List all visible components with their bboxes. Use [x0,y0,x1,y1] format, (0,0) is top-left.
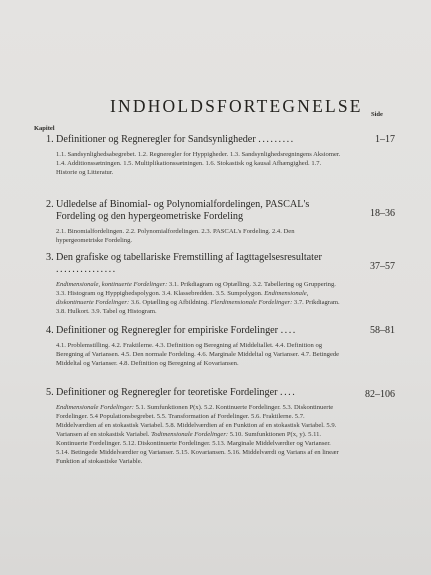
chapter-pages: 1–17 [375,134,395,145]
toc-entry-4 [46,325,395,368]
toc-entry-3 [46,252,395,316]
section-list: 3.6. Optælling og Afbildning. [129,299,211,306]
column-header-page: Side [371,111,383,118]
chapter-sections: 2.1. Binomialfordelingen. 2.2. Polynomialfordelingen. 2.3. PASCAL's Fordeling. 2.4. Den hypergeometriske Fordeling. [56,228,295,244]
leader-dots: ............... [56,264,117,275]
section-group-label: Todimensionale Fordelinger: [151,431,229,438]
chapter-number: 4. [46,325,54,336]
page-title: INDHOLDSFORTEGNELSE [110,96,363,116]
section-group-label: Endimensionale Fordelinger: [56,404,134,411]
chapter-pages: 18–36 [370,208,395,219]
chapter-sections: 1.1. Sandsynlighedsabegrebet. 1.2. Regneregler for Hyppigheder. 1.3. Sandsynlighedsregningens Aksiomer. 1.4. Additionssætningen. 1.5. Multiplikationssætningen. 1.6. Stokastisk og kausal Afhængighed. 1.7. Historie og Litteratur. [56,151,341,176]
chapter-title: Definitioner og Regneregler for Sandsynligheder [56,134,256,145]
toc-entry-5 [46,387,395,466]
section-list: 3.1. Prikdiagram og Optælling. 3.2. Tabellering og Gruppering. 3.3. Histogram og Hyppighedspolygon. 3.4. Klassebredden. 3.5. Sumpolygon. [56,281,336,297]
chapter-sections: 4.1. Problemstilling. 4.2. Fraktilerne. 4.3. Definition og Beregning af Middeltallet. 4.4. Definition og Beregning af Variansen. 4.5. Den normale Fordeling. 4.6. Marginale Middeltal og Varianser. 4.7. Betingede Middeltal og Varianser. 4.8. Definition og Beregning af Kovariansen. [56,342,340,367]
section-group-label: Endimensionale, kontinuerte Fordelinger: [56,281,168,288]
chapter-title: Den grafiske og tabellariske Fremstilling af Iagttagelsesresultater [56,252,322,263]
section-list: 5.1. Sumfunktionen P(x). 5.2. Kontinuerte Fordelinger. 5.3. Diskontinuerte Fordelinger. 5.4 Populationsbegrebet. 5.5. Transformation af Fordelinger. 5.6. Fraktilerne. 5.7. Middelværdien af en stokastisk Variabel. 5.8. Middelværdien af en Funktion af en stokastisk Variabel. 5.9. Variansen af en stokastisk Variabel. [56,404,337,438]
chapter-title: Definitioner og Regneregler for empiriske Fordelinger [56,325,279,336]
chapter-number: 2. [46,199,54,210]
leader-dots: .... [280,325,297,336]
chapter-number: 5. [46,387,54,398]
section-group-label: Endimensionale, diskontinuerte Fordelinger: [56,290,309,306]
toc-entry-1 [46,134,395,177]
section-list: 5.10. Sumfunktionen P(x, y). 5.11. Kontinuerte Fordelinger. 5.12. Diskontinuerte Fordelinger. 5.13. Marginale Middelværdier og Varianser. 5.14. Betingede Middelværdier og Varianser. 5.15. Kovariansen. 5.16. Middelværdi og Varians af en lineær Funktion af stokastiske Variable. [56,431,339,465]
chapter-sections [56,280,342,316]
leader-dots: ......... [258,134,295,145]
chapter-number: 1. [46,134,54,145]
section-list: 3.7. Prikdiagram. 3.8. Hulkort. 3.9. Tabel og Histogram. [56,299,340,315]
section-group-label: Flerdimensionale Fordelinger: [210,299,293,306]
chapter-title: Udledelse af Binomial- og Polynomialfordelingen, PASCAL's Fordeling og den hypergeometriske Fordeling [56,199,310,222]
column-header-chapter: Kapitel [34,125,55,132]
chapter-pages: 82–106 [365,389,395,400]
chapter-title: Definitioner og Regneregler for teoretiske Fordelinger [56,387,278,398]
toc-entry-2 [46,199,395,245]
chapter-pages: 37–57 [370,261,395,272]
chapter-number: 3. [46,252,54,263]
chapter-sections [56,403,342,466]
chapter-pages: 58–81 [370,325,395,336]
leader-dots: .... [280,387,297,398]
